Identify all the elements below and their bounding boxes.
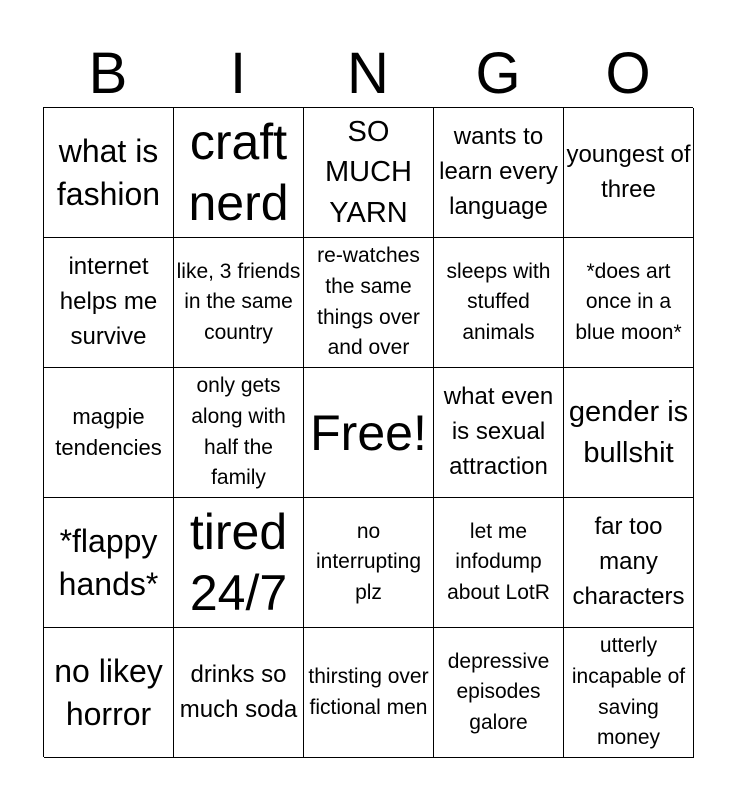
bingo-cell[interactable]: let me infodump about LotR [434, 498, 564, 628]
bingo-cell[interactable]: like, 3 friends in the same country [174, 238, 304, 368]
bingo-cell[interactable]: sleeps with stuffed animals [434, 238, 564, 368]
bingo-cell[interactable]: craft nerd [174, 108, 304, 238]
header-letter-b: B [88, 41, 128, 106]
bingo-cell[interactable]: far too many characters [564, 498, 694, 628]
bingo-cell[interactable]: re-watches the same things over and over [304, 238, 434, 368]
header-letter-i: I [229, 41, 247, 106]
bingo-cell[interactable]: drinks so much soda [174, 628, 304, 758]
bingo-cell[interactable]: what even is sexual attraction [434, 368, 564, 498]
bingo-cell[interactable]: wants to learn every language [434, 108, 564, 238]
bingo-grid [43, 107, 693, 757]
bingo-cell[interactable]: *flappy hands* [44, 498, 174, 628]
bingo-cell[interactable]: thirsting over fictional men [304, 628, 434, 758]
header-letter-g: G [475, 41, 521, 106]
header-letter-n: N [347, 41, 389, 106]
bingo-cell[interactable]: depressive episodes galore [434, 628, 564, 758]
bingo-cell[interactable]: no likey horror [44, 628, 174, 758]
bingo-cell[interactable]: utterly incapable of saving money [564, 628, 694, 758]
bingo-cell[interactable]: magpie tendencies [44, 368, 174, 498]
bingo-cell[interactable]: *does art once in a blue moon* [564, 238, 694, 368]
bingo-cell[interactable]: no interrupting plz [304, 498, 434, 628]
bingo-cell[interactable]: internet helps me survive [44, 238, 174, 368]
bingo-cell[interactable]: what is fashion [44, 108, 174, 238]
bingo-cell[interactable]: youngest of three [564, 108, 694, 238]
bingo-cell[interactable]: gender is bullshit [564, 368, 694, 498]
bingo-cell[interactable]: SO MUCH YARN [304, 108, 434, 238]
bingo-cell[interactable]: tired 24/7 [174, 498, 304, 628]
free-space[interactable]: Free! [304, 368, 434, 498]
header-letter-o: O [605, 41, 651, 106]
bingo-header [43, 40, 693, 108]
bingo-cell[interactable]: only gets along with half the family [174, 368, 304, 498]
